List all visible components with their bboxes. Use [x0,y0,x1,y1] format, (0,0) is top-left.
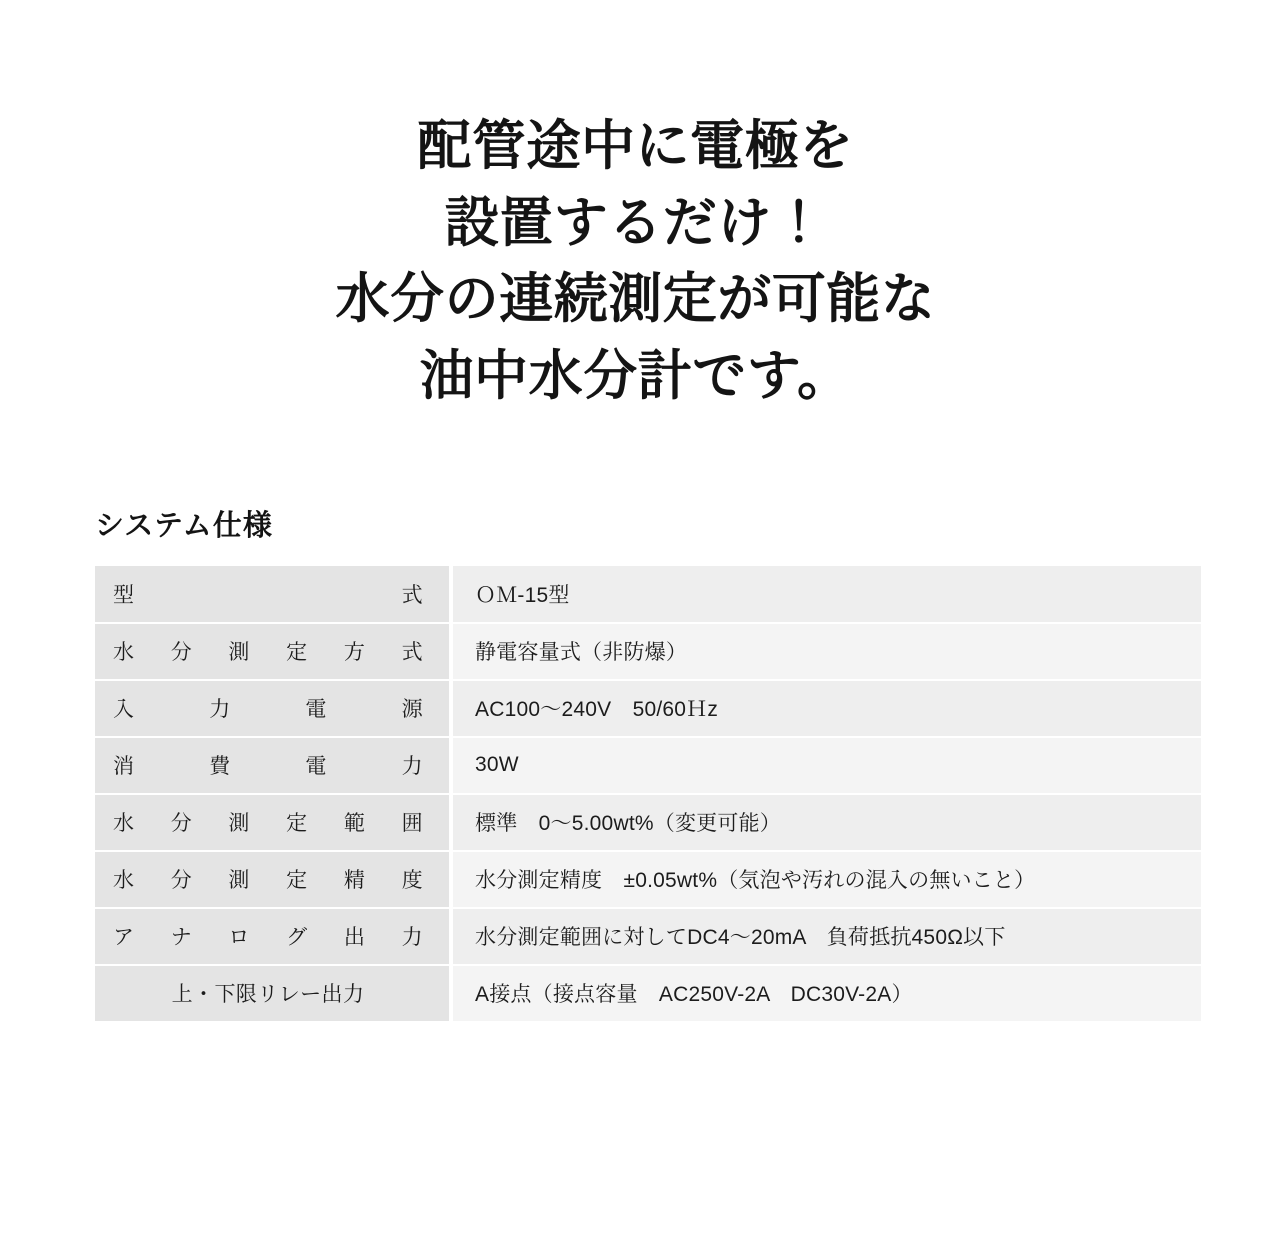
headline-line-1: 配管途中に電極を [417,116,854,176]
spec-label [95,737,451,794]
spec-label-text: 型 式 [113,583,423,607]
spec-label [95,908,451,965]
headline-line-4: 油中水分計です。 [419,346,852,407]
system-spec-section [0,503,1271,1023]
spec-label [95,965,451,1022]
table-row [95,680,1201,737]
spec-label [95,794,451,851]
spec-table [95,566,1201,1023]
spec-value: 標準 0〜5.00wt%（変更可能） [451,794,1201,851]
table-row [95,851,1201,908]
spec-label-text: 入力電源 [113,698,423,722]
spec-label-text: アナログ出力 [113,926,423,950]
headline-line-3: 水分の連続測定が可能な [335,269,936,330]
spec-value: 水分測定精度 ±0.05wt%（気泡や汚れの混入の無いこと） [451,851,1201,908]
table-row [95,908,1201,965]
spec-label-text: 上・下限リレー出力 [171,983,365,1007]
table-row [95,965,1201,1022]
spec-label [95,566,451,623]
table-row [95,623,1201,680]
spec-value: ＯＭ-15型 [451,566,1201,623]
table-row [95,566,1201,623]
spec-label-text: 水分測定方式 [113,641,423,665]
spec-label [95,680,451,737]
section-title: システム仕様 [95,509,274,542]
spec-label [95,851,451,908]
spec-label-text: 消費電力 [113,755,423,779]
spec-label-text: 水分測定精度 [113,869,423,893]
spec-label-text: 水分測定範囲 [113,812,423,836]
spec-value: 30W [451,737,1201,794]
headline-line-2: 設置するだけ！ [444,192,827,253]
table-row [95,737,1201,794]
spec-value: A接点（接点容量 AC250V-2A DC30V-2A） [451,965,1201,1022]
page-headline [0,108,1271,415]
spec-value: AC100〜240V 50/60Ｈz [451,680,1201,737]
table-row [95,794,1201,851]
spec-value: 水分測定範囲に対してDC4〜20mA 負荷抵抗450Ω以下 [451,908,1201,965]
spec-value: 静電容量式（非防爆） [451,623,1201,680]
spec-label [95,623,451,680]
